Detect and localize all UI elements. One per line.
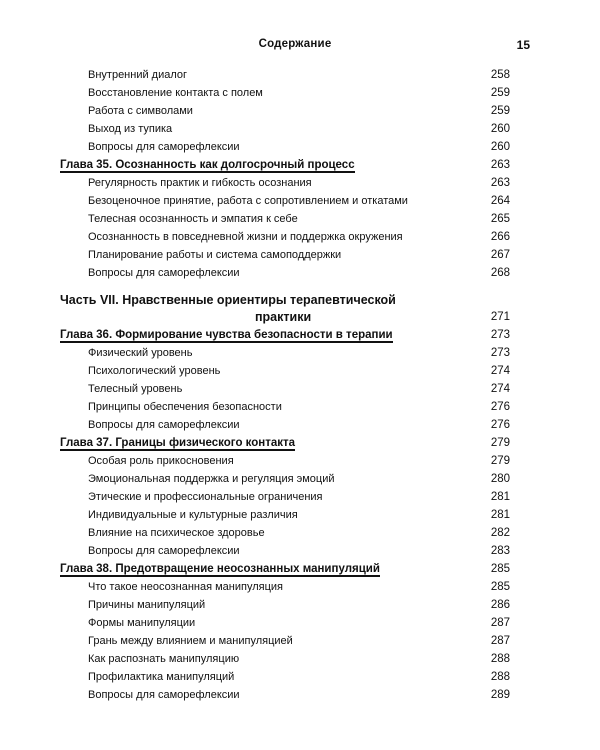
toc-section-title: Вопросы для саморефлексии <box>88 419 240 431</box>
toc-page-number: 287 <box>490 617 510 629</box>
toc-chapter-title: Глава 35. Осознанность как долгосрочный процесс <box>60 159 355 171</box>
toc-section <box>60 228 510 246</box>
running-title: Содержание <box>258 38 332 50</box>
toc-section <box>60 174 510 192</box>
toc-section-title: Особая роль прикосновения <box>88 455 234 467</box>
toc-section-title: Причины манипуляций <box>88 599 206 611</box>
page-header <box>60 38 530 54</box>
toc-section <box>60 596 510 614</box>
toc-page-number: 280 <box>490 473 510 485</box>
toc-section-title: Этические и профессиональные ограничения <box>88 491 323 503</box>
toc-section-title: Профилактика манипуляций <box>88 671 235 683</box>
page-number: 15 <box>516 38 530 52</box>
toc-section <box>60 344 510 362</box>
toc-section <box>60 362 510 380</box>
toc-chapter <box>60 156 510 174</box>
toc-section-title: Вопросы для саморефлексии <box>88 141 240 153</box>
toc-page-number: 289 <box>490 689 510 701</box>
toc-page-number: 267 <box>490 249 510 261</box>
toc-part-title-line2: практики <box>255 310 312 324</box>
toc-page-number: 263 <box>490 159 510 171</box>
toc-chapter-title: Глава 37. Границы физического контакта <box>60 437 296 449</box>
toc-section-title: Грань между влиянием и манипуляцией <box>88 635 293 647</box>
toc-page-number: 273 <box>490 347 510 359</box>
toc-section-title: Планирование работы и система самоподдержки <box>88 249 342 261</box>
toc-page-number: 285 <box>490 563 510 575</box>
toc-page-number: 260 <box>490 141 510 153</box>
toc-section-title: Регулярность практик и гибкость осознания <box>88 177 312 189</box>
toc-page-number: 266 <box>490 231 510 243</box>
toc-section-title: Индивидуальные и культурные различия <box>88 509 298 521</box>
toc-section-title: Принципы обеспечения безопасности <box>88 401 282 413</box>
toc-page-number: 276 <box>490 419 510 431</box>
toc-page-number: 283 <box>490 545 510 557</box>
toc-page-number: 279 <box>490 455 510 467</box>
toc-section <box>60 668 510 686</box>
toc-section <box>60 524 510 542</box>
toc-section <box>60 120 510 138</box>
toc-page-number: 281 <box>490 509 510 521</box>
toc-section-title: Телесная осознанность и эмпатия к себе <box>88 213 298 225</box>
toc-section-title: Работа с символами <box>88 105 193 117</box>
toc-section-title: Психологический уровень <box>88 365 221 377</box>
toc-section-title: Осознанность в повседневной жизни и поддержка окружения <box>88 231 403 243</box>
toc-section <box>60 416 510 434</box>
toc-page-number: 268 <box>490 267 510 279</box>
toc-section <box>60 192 510 210</box>
table-of-contents <box>60 66 510 704</box>
toc-section-title: Формы манипуляции <box>88 617 196 629</box>
toc-section-title: Безоценочное принятие, работа с сопротивлением и откатами <box>88 195 408 207</box>
toc-section <box>60 488 510 506</box>
toc-part <box>60 292 510 326</box>
toc-page-number: 274 <box>490 365 510 377</box>
toc-section <box>60 542 510 560</box>
toc-section-title: Как распознать манипуляцию <box>88 653 240 665</box>
toc-section <box>60 210 510 228</box>
toc-section-title: Вопросы для саморефлексии <box>88 689 240 701</box>
toc-section-title: Эмоциональная поддержка и регуляция эмоций <box>88 473 335 485</box>
toc-section <box>60 138 510 156</box>
toc-page-number: 265 <box>490 213 510 225</box>
toc-page-number: 279 <box>490 437 510 449</box>
toc-chapter-title: Глава 36. Формирование чувства безопасности в терапии <box>60 329 393 341</box>
toc-page-number: 258 <box>490 69 510 81</box>
toc-section-title: Что такое неосознанная манипуляция <box>88 581 284 593</box>
toc-section <box>60 380 510 398</box>
toc-section <box>60 84 510 102</box>
toc-page-number: 259 <box>490 87 510 99</box>
toc-part-title-line1: Часть VII. Нравственные ориентиры терапевтической <box>60 293 396 307</box>
toc-page-number: 288 <box>490 671 510 683</box>
toc-section <box>60 506 510 524</box>
toc-page-number: 285 <box>490 581 510 593</box>
toc-section-title: Влияние на психическое здоровье <box>88 527 265 539</box>
toc-section <box>60 686 510 704</box>
toc-page-number: 260 <box>490 123 510 135</box>
toc-section-title: Внутренний диалог <box>88 69 188 81</box>
toc-section-title: Выход из тупика <box>88 123 173 135</box>
toc-page-number: 264 <box>490 195 510 207</box>
toc-chapter <box>60 326 510 344</box>
toc-section-title: Вопросы для саморефлексии <box>88 267 240 279</box>
toc-section <box>60 452 510 470</box>
toc-page-number: 287 <box>490 635 510 647</box>
toc-section <box>60 614 510 632</box>
toc-page-number: 274 <box>490 383 510 395</box>
toc-section-title: Восстановление контакта с полем <box>88 87 263 99</box>
toc-section <box>60 246 510 264</box>
toc-section <box>60 264 510 282</box>
toc-page-number: 286 <box>490 599 510 611</box>
toc-section <box>60 578 510 596</box>
toc-section-title: Телесный уровень <box>88 383 183 395</box>
toc-section <box>60 650 510 668</box>
toc-section <box>60 102 510 120</box>
toc-page-number: 282 <box>490 527 510 539</box>
toc-section <box>60 66 510 84</box>
toc-page-number: 271 <box>490 311 510 323</box>
toc-section <box>60 632 510 650</box>
toc-page-number: 263 <box>490 177 510 189</box>
toc-page-number: 273 <box>490 329 510 341</box>
toc-chapter <box>60 560 510 578</box>
toc-section-title: Вопросы для саморефлексии <box>88 545 240 557</box>
toc-page-number: 259 <box>490 105 510 117</box>
toc-chapter <box>60 434 510 452</box>
toc-section <box>60 470 510 488</box>
toc-chapter-title: Глава 38. Предотвращение неосознанных манипуляций <box>60 563 380 575</box>
toc-section-title: Физический уровень <box>88 347 193 359</box>
toc-page-number: 288 <box>490 653 510 665</box>
toc-page-number: 276 <box>490 401 510 413</box>
toc-page-number: 281 <box>490 491 510 503</box>
toc-section <box>60 398 510 416</box>
